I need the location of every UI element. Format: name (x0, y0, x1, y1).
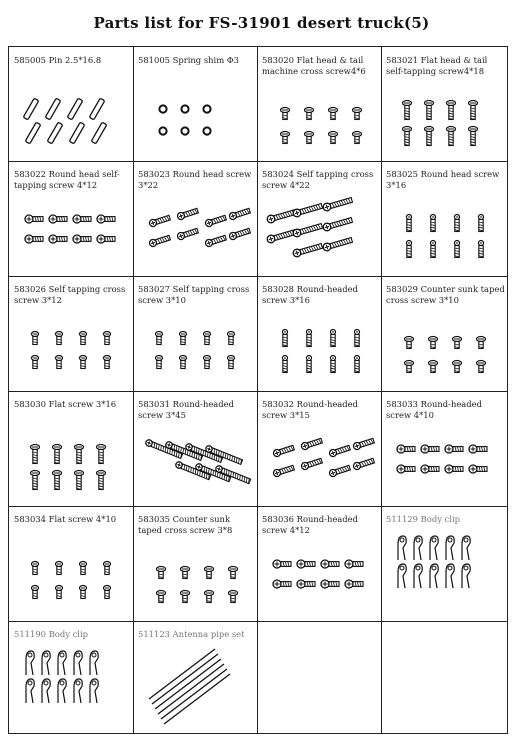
part-cell (133, 391, 257, 506)
part-label: 583027 Self tapping cross screw 3*10 (138, 284, 250, 305)
parts-grid (8, 46, 508, 734)
part-cell (9, 621, 133, 735)
part-label: 583030 Flat screw 3*16 (14, 399, 117, 409)
page-title: Parts list for FS-31901 desert truck(5) (93, 14, 430, 32)
part-label: 583023 Round head screw 3*22 (138, 169, 252, 190)
part-cell (133, 506, 257, 621)
part-cell (257, 47, 381, 161)
part-cell (381, 47, 509, 161)
part-label: 583034 Flat screw 4*10 (14, 514, 117, 524)
part-cell (381, 506, 509, 621)
part-cell (133, 621, 257, 735)
part-cell (257, 506, 381, 621)
part-label: 583031 Round-headed screw 3*45 (138, 399, 234, 420)
part-cell (257, 161, 381, 276)
part-label: 585005 Pin 2.5*16.8 (14, 55, 102, 65)
part-cell (381, 391, 509, 506)
part-label: 583032 Round-headed screw 3*15 (262, 399, 358, 420)
part-label: 511123 Antenna pipe set (138, 629, 245, 639)
part-illustration (381, 621, 509, 735)
part-cell (257, 391, 381, 506)
part-illustration (257, 621, 381, 735)
part-label: 583033 Round-headed screw 4*10 (386, 399, 482, 420)
part-label: 583022 Round head self-tapping screw 4*12 (14, 169, 120, 190)
part-label: 583036 Round-headed screw 4*12 (262, 514, 358, 535)
part-label: 583026 Self tapping cross screw 3*12 (14, 284, 126, 305)
part-cell (381, 276, 509, 391)
part-label: 583025 Round head screw 3*16 (386, 169, 500, 190)
part-label: 581005 Spring shim Φ3 (138, 55, 239, 65)
part-label: 583035 Counter sunk taped cross screw 3*8 (138, 514, 233, 535)
empty-cell (257, 621, 381, 735)
part-cell (9, 391, 133, 506)
part-cell (381, 161, 509, 276)
part-cell (9, 506, 133, 621)
part-cell (133, 47, 257, 161)
part-cell (9, 47, 133, 161)
part-label: 583024 Self tapping cross screw 4*22 (262, 169, 374, 190)
part-cell (133, 161, 257, 276)
part-label: 511190 Body clip (14, 629, 88, 639)
part-label: 583028 Round-headed screw 3*16 (262, 284, 358, 305)
part-label: 583020 Flat head & tail machine cross screw4*6 (262, 55, 366, 76)
part-label: 583021 Flat head & tail self-tapping screw4*18 (386, 55, 488, 76)
part-label: 583029 Counter sunk taped cross screw 3*10 (386, 284, 505, 305)
part-cell (9, 161, 133, 276)
part-cell (133, 276, 257, 391)
part-label: 511129 Body clip (386, 514, 460, 524)
part-cell (257, 276, 381, 391)
empty-cell (381, 621, 509, 735)
part-cell (9, 276, 133, 391)
